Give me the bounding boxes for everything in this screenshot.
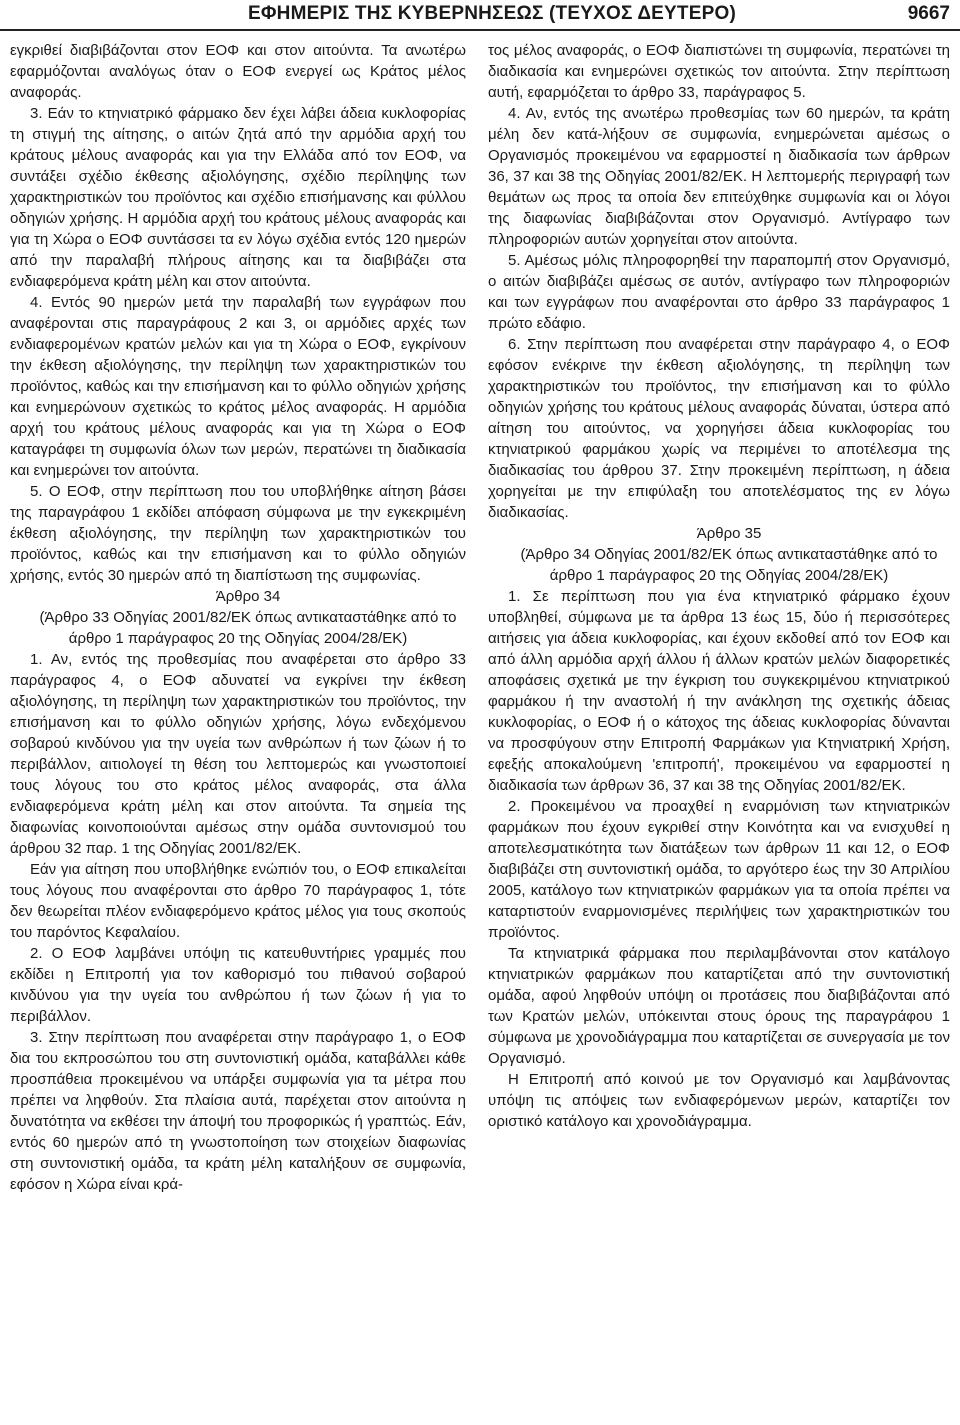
paragraph: 1. Αν, εντός της προθεσμίας που αναφέρεται στο άρθρο 33 παράγραφος 4, ο ΕΟΦ αδυνατεί να εγκρίνει την έκθεση αξιολόγησης, τη περίληψη των χαρακτηριστικών του προϊόντος, την επισήμανση και το φύλλο οδηγιών χρήσης, λόγω ενδεχόμενου σοβαρού κινδύνου για την υγεία των ανθρώπων ή των ζώων ή το περιβάλλον, αιτιολογεί τη θέση του λεπτομερώς και γνωστοποιεί τους λόγους του στο κράτος μέλος αναφοράς, στα άλλα ενδιαφερόμενα κράτη μέλη και στον αιτούντα. Τα σημεία της διαφωνίας κοινοποιούνται αμέσως στην ομάδα συντονισμού του άρθρου 32 παρ. 1 της Οδηγίας 2001/82/ΕΚ. [10, 651, 466, 857]
article-34-title: Άρθρο 34 [215, 588, 281, 605]
paragraph: 4. Αν, εντός της ανωτέρω προθεσμίας των 60 ημερών, τα κράτη μέλη δεν κατά-λήξουν σε συμφωνία, ενημερώνεται αμέσως ο Οργανισμός προκειμένου να εφαρμοστεί η διαδικασία των άρθρων 36, 37 και 38 της Οδηγίας 2001/82/ΕΚ. Η λεπτομερής περιγραφή των θεμάτων ως προς τα οποία δεν επιτεύχθηκε συμφωνία και οι λόγοι της διαφωνίας διαβιβάζονται στον Οργανισμό. Αντίγραφο των πληροφοριών αυτών χορηγείται στον αιτούντα. [488, 105, 950, 248]
paragraph: 3. Στην περίπτωση που αναφέρεται στην παράγραφο 1, ο ΕΟΦ δια του εκπροσώπου του στη συντονιστική ομάδα, καταβάλλει κάθε προσπάθεια προκειμένου να υπάρξει συμφωνία για τα μέτρα που πρέπει να ληφθούν. Στα πλαίσια αυτά, παρέχεται στον αιτούντα η δυνατότητα να εκθέσει την άποψή του προφορικώς ή γραπτώς. Εάν, εντός 60 ημερών από τη γνωστοποίηση των στοιχείων διαφωνίας στη συντονιστική ομάδα, τα κράτη μέλη καταλήξουν σε συμφωνία, εφόσον η Χώρα είναι κρά- [10, 1029, 466, 1193]
paragraph: 2. Ο ΕΟΦ λαμβάνει υπόψη τις κατευθυντήριες γραμμές που εκδίδει η Επιτροπή για τον καθορισμό του πιθανού σοβαρού κινδύνου για την υγεία του ανθρώπου ή των ζώων ή για το περιβάλλον. [10, 945, 466, 1025]
header-divider [0, 29, 960, 31]
paragraph: 3. Εάν το κτηνιατρικό φάρμακο δεν έχει λάβει άδεια κυκλοφορίας τη στιγμή της αίτησης, ο αιτών ζητά από την αρμόδια αρχή του κράτους μέλους αναφοράς και για την Ελλάδα από τον ΕΟΦ, να συντάξει σχέδιο έκθεσης αξιολόγησης, σχέδιο περίληψης των χαρακτηριστικών του προϊόντος και σχέδιο επισήμανσης και φύλλου οδηγιών χρήσης. Η αρμόδια αρχή του κράτους μέλους αναφοράς και για τη Χώρα ο ΕΟΦ συντάσσει τα εν λόγω σχέδια εντός 120 ημερών από την παραλαβή πλήρους αίτησης και τα διαβιβάζει στα ενδιαφερόμενα κράτη μέλη και στον αιτούντα. [10, 105, 466, 290]
paragraph: 5. Ο ΕΟΦ, στην περίπτωση που του υποβλήθηκε αίτηση βάσει της παραγράφου 1 εκδίδει απόφαση σύμφωνα με την εγκεκριμένη έκθεση αξιολόγησης, την περίληψη των χαρακτηριστικών του προϊόντος, καθώς και την επισήμανση και το φύλλο οδηγιών χρήσης, εντός 30 ημερών από τη διαπίστωση της συμφωνίας. [10, 483, 466, 584]
paragraph: 5. Αμέσως μόλις πληροφορηθεί την παραπομπή στον Οργανισμό, ο αιτών διαβιβάζει αμέσως σε αυτόν, αντίγραφο των πληροφοριών και των εγγράφων που αναφέρονται στο άρθρο 33 παράγραφος 1 πρώτο εδάφιο. [488, 252, 950, 332]
article-34-subtitle: (Άρθρο 33 Οδηγίας 2001/82/ΕΚ όπως αντικαταστάθηκε από το άρθρο 1 παράγραφος 20 της Οδηγίας 2004/28/ΕΚ) [39, 609, 457, 647]
right-column [488, 40, 950, 1132]
paragraph: Τα κτηνιατρικά φάρμακα που περιλαμβάνονται στον κατάλογο κτηνιατρικών φαρμάκων που καταρτίζεται από την συντονιστική ομάδα, αφού ληφθούν υπόψη οι προτάσεις που διαβιβάζονται από των Κρατών μελών, υπόκεινται στους όρους της παραγράφου 1 σύμφωνα με χρονοδιάγραμμα που καταρτίζεται σε συνεργασία με τον Οργανισμό. [488, 945, 950, 1067]
page-header [0, 0, 960, 30]
paragraph: 2. Προκειμένου να προαχθεί η εναρμόνιση των κτηνιατρικών φαρμάκων που έχουν εγκριθεί στην Κοινότητα και να ενισχυθεί η αποτελεσματικότητα των διατάξεων των άρθρων 11 και 12, ο ΕΟΦ διαβιβάζει στη συντονιστική ομάδα, το αργότερο έως την 30 Απριλίου 2005, κατάλογο των κτηνιατρικών φαρμάκων για τα οποία πρέπει να καταρτιστούν εναρμονισμένες περιλήψεις των χαρακτηριστικών του προϊόντος. [488, 798, 950, 941]
left-column [10, 40, 466, 1195]
paragraph: εγκριθεί διαβιβάζονται στον ΕΟΦ και στον αιτούντα. Τα ανωτέρω εφαρμόζονται αναλόγως όταν ο ΕΟΦ ενεργεί ως Κράτος μέλος αναφοράς. [10, 42, 466, 101]
paragraph: 6. Στην περίπτωση που αναφέρεται στην παράγραφο 4, ο ΕΟΦ εφόσον ενέκρινε την έκθεση αξιολόγησης, τη περίληψη των χαρακτηριστικών του προϊόντος, την επισήμανση και το φύλλο οδηγιών χρήσης του κράτους μέλους αναφοράς δύναται, ύστερα από αίτηση του αιτούντος, να χορηγήσει άδεια κυκλοφορίας του κτηνιατρικού φαρμάκου χωρίς να περιμένει το αποτέλεσμα της διαδικασίας του άρθρου 37. Στην προκειμένη περίπτωση, η άδεια χορηγείται με την επιφύλαξη του αποτελέσματος της εν λόγω διαδικασίας. [488, 336, 950, 521]
gazette-title: ΕΦΗΜΕΡΙΣ ΤΗΣ ΚΥΒΕΡΝΗΣΕΩΣ (ΤΕΥΧΟΣ ΔΕΥΤΕΡΟ) [248, 3, 736, 24]
article-35-title: Άρθρο 35 [696, 525, 762, 542]
paragraph: 4. Εντός 90 ημερών μετά την παραλαβή των εγγράφων που αναφέρονται στις παραγράφους 2 και 3, οι αρμόδιες αρχές των ενδιαφερομένων κρατών μελών και για τη Χώρα ο ΕΟΦ, εγκρίνουν την έκθεση αξιολόγησης, την περίληψη των χαρακτηριστικών του προϊόντος, καθώς και την επισήμανση και το φύλλο οδηγιών χρήσης και ενημερώνουν σχετικώς το κράτος μέλος αναφοράς. Η αρμόδια αρχή του κράτους μέλους αναφοράς και για τη Χώρα ο ΕΟΦ καταγράφει τη συμφωνία όλων των μερών, περατώνει τη διαδικασία και ενημερώνει τον αιτούντα. [10, 294, 466, 479]
page-number: 9667 [907, 3, 950, 24]
article-35-subtitle: (Άρθρο 34 Οδηγίας 2001/82/ΕΚ όπως αντικαταστάθηκε από το άρθρο 1 παράγραφος 20 της Οδηγίας 2004/28/ΕΚ) [520, 546, 938, 584]
paragraph: τος μέλος αναφοράς, ο ΕΟΦ διαπιστώνει τη συμφωνία, περατώνει τη διαδικασία και ενημερώνει σχετικώς τον αιτούντα. Στην περίπτωση αυτή, εφαρμόζεται το άρθρο 33, παράγραφος 5. [488, 42, 950, 101]
paragraph: Η Επιτροπή από κοινού με τον Οργανισμό και λαμβάνοντας υπόψη τις απόψεις των ενδιαφερόμενων μερών, καταρτίζει τον οριστικό κατάλογο και χρονοδιάγραμμα. [488, 1071, 950, 1130]
paragraph: Εάν για αίτηση που υποβλήθηκε ενώπιόν του, ο ΕΟΦ επικαλείται τους λόγους που αναφέρονται στο άρθρο 70 παράγραφος 1, τότε δεν θεωρείται πλέον ενδιαφερόμενο κράτος μέλος για τους σκοπούς του παρόντος Κεφαλαίου. [10, 861, 466, 941]
paragraph: 1. Σε περίπτωση που για ένα κτηνιατρικό φάρμακο έχουν υποβληθεί, σύμφωνα με τα άρθρα 13 έως 15, δύο ή περισσότερες αιτήσεις για άδεια κυκλοφορίας, και έχουν εκδοθεί από τον ΕΟΦ και από άλλη αρμόδια αρχή άλλου ή άλλων κρατών μελών διαφορετικές αποφάσεις σχετικά με την έγκριση του συγκεκριμένου κτηνιατρικού φαρμάκου ή την αναστολή ή την ανάκληση της σχετικής άδειας κυκλοφορίας, ο ΕΟΦ ή ο κάτοχος της άδειας κυκλοφορίας δύνανται να προσφύγουν στην Επιτροπή Φαρμάκων για Κτηνιατρική Χρήση, εφεξής αποκαλούμενη 'επιτροπή', προκειμένου να εφαρμοστεί η διαδικασία των άρθρων 36, 37 και 38 της Οδηγίας 2001/82/ΕΚ. [488, 588, 950, 794]
